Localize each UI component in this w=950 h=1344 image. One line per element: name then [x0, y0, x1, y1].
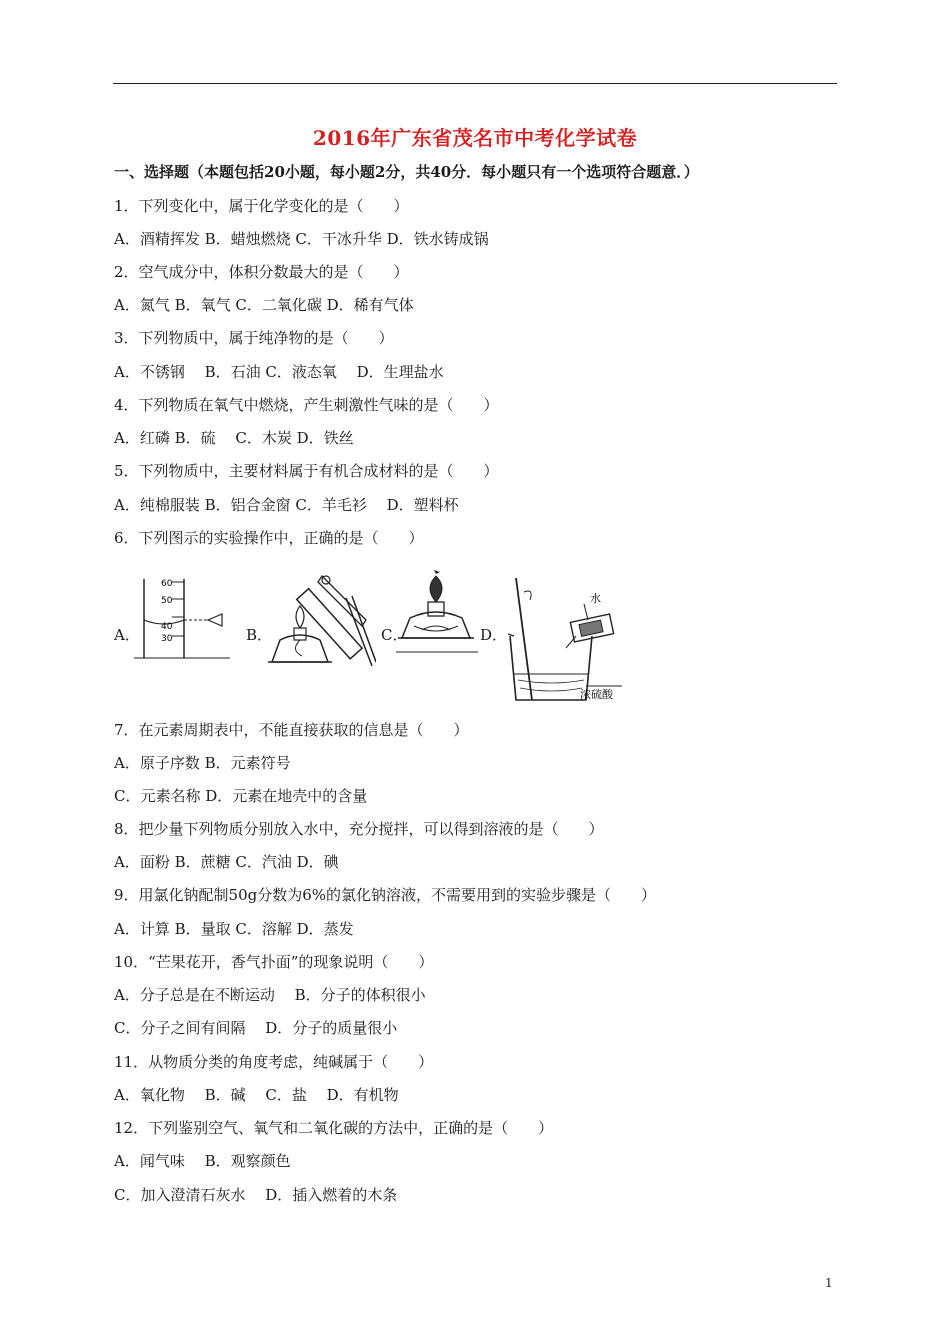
concentrated-acid-label: 浓硫酸 [580, 688, 613, 701]
water-label: 水 [590, 592, 601, 605]
options-10a: A．分子总是在不断运动 B．分子的体积很小 [114, 986, 426, 1004]
figure-label-a: A． [114, 626, 140, 644]
options-4: A．红磷 B．硫 C．木炭 D．铁丝 [114, 429, 354, 447]
options-7b: C．元素名称 D．元素在地壳中的含量 [114, 787, 368, 805]
scale-mark-60: 60 [161, 579, 173, 589]
options-10b: C．分子之间有间隔 D．分子的质量很小 [114, 1019, 398, 1037]
page-number: 1 [825, 1276, 833, 1290]
section-heading: 一、选择题（本题包括20小题，每小题2分，共40分．每小题只有一个选项符合题意．） [114, 163, 699, 181]
question-6: 6．下列图示的实验操作中，正确的是（ ） [114, 529, 424, 547]
question-10: 10．“芒果花开，香气扑面”的现象说明（ ） [114, 953, 434, 971]
figure-label-c: C． [381, 626, 408, 644]
options-8: A．面粉 B．蔗糖 C．汽油 D．碘 [114, 853, 339, 871]
options-12a: A．闻气味 B．观察颜色 [114, 1152, 291, 1170]
question-7: 7．在元素周期表中，不能直接获取的信息是（ ） [114, 721, 469, 739]
question-2: 2．空气成分中，体积分数最大的是（ ） [114, 263, 409, 281]
question-3: 3．下列物质中，属于纯净物的是（ ） [114, 329, 394, 347]
scale-mark-30: 30 [161, 634, 173, 644]
header-rule [113, 83, 837, 84]
options-9: A．计算 B．量取 C．溶解 D．蒸发 [114, 920, 354, 938]
question-9: 9．用氯化钠配制50g分数为6%的氯化钠溶液，不需要用到的实验步骤是（ ） [114, 886, 657, 904]
scale-mark-40: 40 [161, 622, 173, 632]
scale-mark-50: 50 [161, 596, 173, 606]
options-2: A．氮气 B．氧气 C．二氧化碳 D．稀有气体 [114, 296, 414, 314]
dilute-acid-figure [504, 574, 624, 710]
question-11: 11．从物质分类的角度考虑，纯碱属于（ ） [114, 1053, 434, 1071]
options-1: A．酒精挥发 B．蜡烛燃烧 C．干冰升华 D．铁水铸成锅 [114, 230, 489, 248]
question-8: 8．把少量下列物质分别放入水中，充分搅拌，可以得到溶液的是（ ） [114, 820, 604, 838]
lamp-lighting-lamp-figure [262, 570, 376, 670]
page-title: 2016年广东省茂名市中考化学试卷 [312, 126, 638, 150]
extinguish-lamp-figure [396, 570, 478, 654]
question-12: 12．下列鉴别空气、氧气和二氧化碳的方法中，正确的是（ ） [114, 1119, 554, 1137]
question-1: 1．下列变化中，属于化学变化的是（ ） [114, 197, 409, 215]
options-11: A．氧化物 B．碱 C．盐 D．有机物 [114, 1086, 399, 1104]
question-4: 4．下列物质在氧气中燃烧，产生刺激性气味的是（ ） [114, 396, 499, 414]
options-5: A．纯棉服装 B．铝合金窗 C．羊毛衫 D．塑料杯 [114, 496, 459, 514]
figure-label-d: D． [480, 626, 508, 644]
options-12b: C．加入澄清石灰水 D．插入燃着的木条 [114, 1186, 398, 1204]
question-5: 5．下列物质中，主要材料属于有机合成材料的是（ ） [114, 462, 499, 480]
graduated-cylinder-figure [134, 574, 230, 660]
options-7a: A．原子序数 B．元素符号 [114, 754, 291, 772]
figure-label-b: B． [246, 626, 273, 644]
options-3: A．不锈钢 B．石油 C．液态氧 D．生理盐水 [114, 363, 444, 381]
